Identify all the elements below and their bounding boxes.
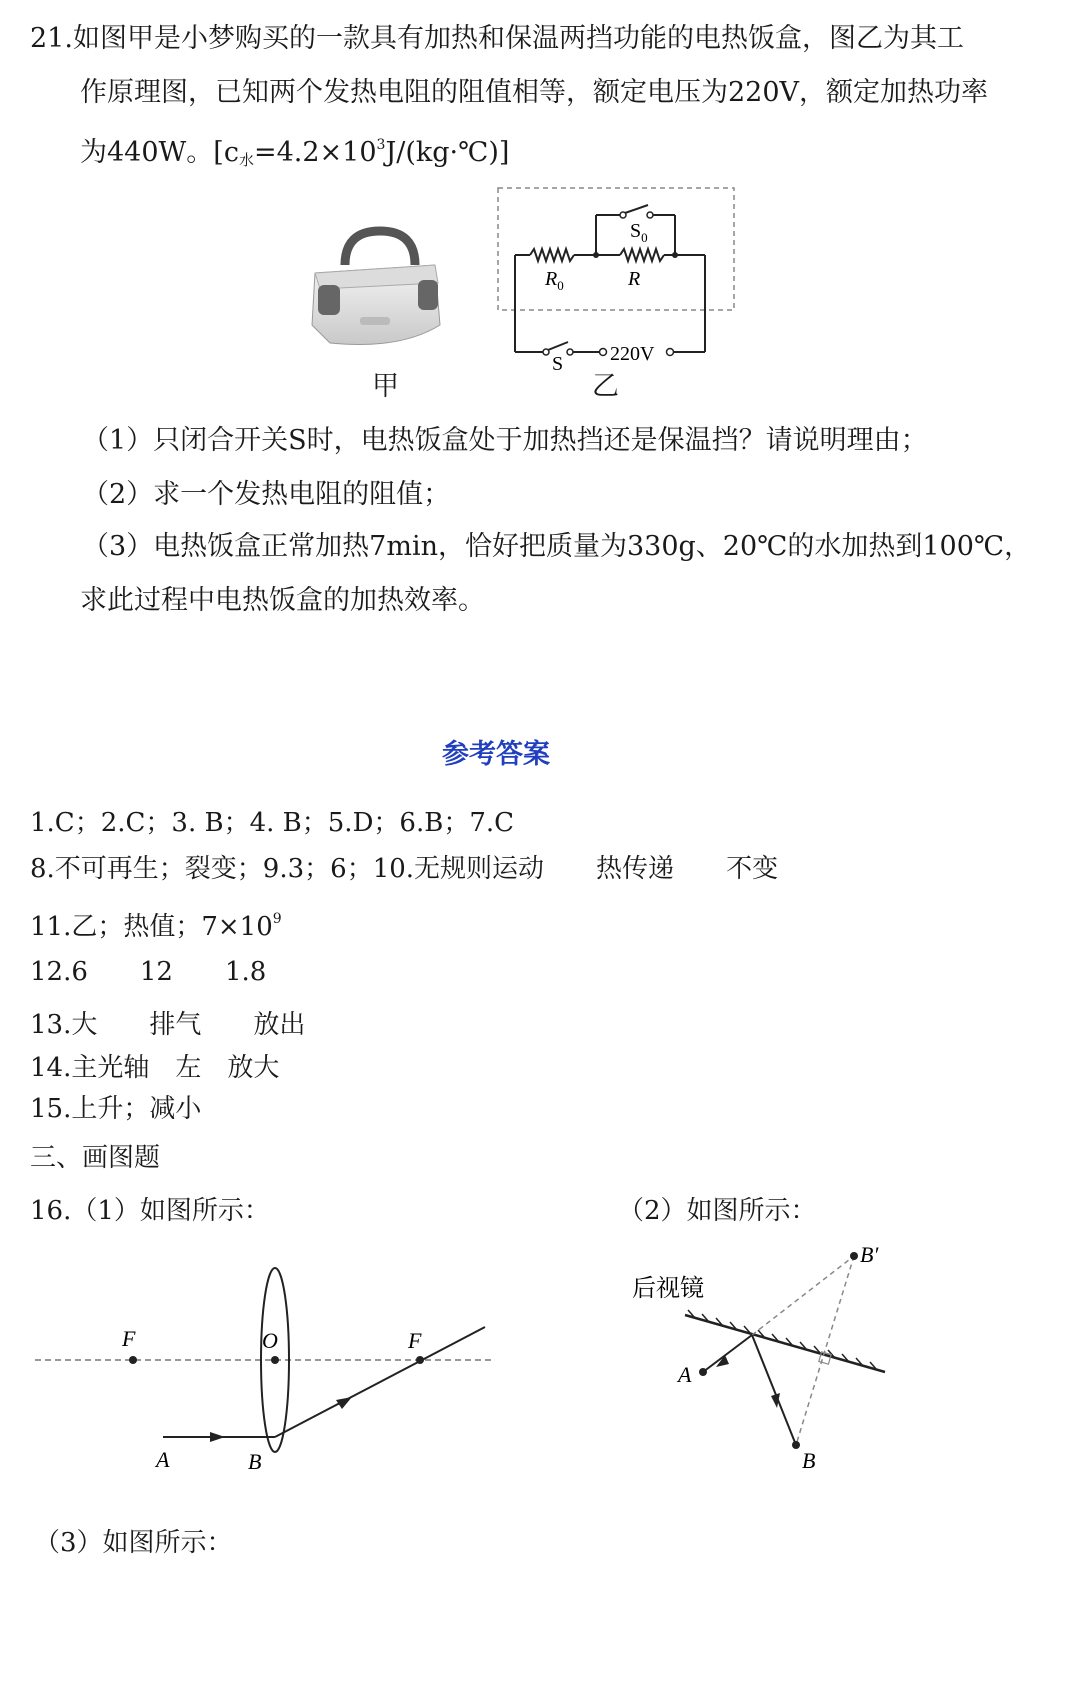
answer-13: 13.大 排气 放出 bbox=[30, 1010, 306, 1040]
fig-label-yi: 乙 bbox=[592, 371, 619, 402]
answer-15: 15.上升；减小 bbox=[30, 1094, 202, 1124]
image-point-b-prime bbox=[850, 1252, 858, 1260]
lens-diagram bbox=[30, 1262, 500, 1482]
label-b-prime: B′ bbox=[860, 1242, 879, 1267]
question-number: 21. bbox=[30, 23, 73, 54]
construction-lines bbox=[752, 1256, 854, 1445]
label-a: A bbox=[156, 1447, 170, 1472]
fig-label-jia: 甲 bbox=[372, 371, 399, 402]
part-3-line-1: （3）电热饭盒正常加热7min，恰好把质量为330g、20℃的水加热到100℃， bbox=[82, 531, 1032, 562]
switch-s bbox=[548, 342, 568, 350]
point-a bbox=[699, 1368, 707, 1376]
answers-title: 参考答案 bbox=[442, 739, 550, 770]
section-3-heading: 三、画图题 bbox=[30, 1143, 161, 1173]
answer-16-1: 16.（1）如图所示： bbox=[30, 1196, 270, 1226]
question-21-line-2: 作原理图，已知两个发热电阻的阻值相等，额定电压为220V，额定加热功率 bbox=[80, 77, 989, 108]
point-b bbox=[792, 1441, 800, 1449]
switch-s0 bbox=[625, 205, 648, 213]
refracted-ray bbox=[275, 1327, 485, 1437]
label-o: O bbox=[262, 1328, 278, 1353]
label-s0: $S_0$ bbox=[630, 220, 648, 245]
label-mirror: 后视镜 bbox=[632, 1274, 704, 1302]
mirror-diagram bbox=[620, 1240, 900, 1485]
answer-8-10: 8.不可再生；裂变；9.3；6；10.无规则运动 热传递 不变 bbox=[30, 854, 779, 884]
part-1: （1）只闭合开关S时，电热饭盒处于加热挡还是保温挡？请说明理由； bbox=[82, 425, 928, 456]
answer-1-7: 1.C；2.C；3. B；4. B；5.D；6.B；7.C bbox=[30, 808, 515, 838]
answer-11: 11.乙；热值；$7\times 10^9$ bbox=[30, 911, 282, 942]
reflected-ray-mirror bbox=[703, 1335, 752, 1372]
resistor-r bbox=[620, 249, 664, 261]
focus-left bbox=[129, 1356, 137, 1364]
lunch-box-photo bbox=[300, 225, 450, 355]
part-2: （2）求一个发热电阻的阻值； bbox=[82, 479, 451, 510]
circuit-diagram bbox=[490, 180, 750, 370]
label-s: S bbox=[552, 353, 564, 370]
label-r: R bbox=[628, 268, 641, 290]
incident-ray-mirror bbox=[752, 1335, 796, 1445]
answer-16-3: （3）如图所示： bbox=[34, 1528, 233, 1558]
label-a-mirror: A bbox=[678, 1362, 692, 1387]
answer-14: 14.主光轴 左 放大 bbox=[30, 1053, 280, 1083]
label-b: B bbox=[248, 1449, 262, 1474]
answer-16-2: （2）如图所示： bbox=[618, 1196, 817, 1226]
label-r0: $R_0$ bbox=[545, 268, 564, 293]
label-f-right: F bbox=[408, 1328, 422, 1353]
label-f-left: F bbox=[122, 1326, 136, 1351]
label-voltage: 220V bbox=[610, 343, 655, 365]
question-21-line-1: 21.如图甲是小梦购买的一款具有加热和保温两挡功能的电热饭盒，图乙为其工 bbox=[30, 23, 964, 54]
answer-12: 12.6 12 1.8 bbox=[30, 957, 267, 987]
optical-center bbox=[271, 1356, 279, 1364]
label-b-mirror: B bbox=[802, 1448, 816, 1473]
question-21-line-3: 为440W。$[c_水=4.2\times 10^3J/(kg\cdot℃)]$ bbox=[80, 137, 510, 169]
resistor-r0 bbox=[530, 249, 574, 261]
part-3-line-2: 求此过程中电热饭盒的加热效率。 bbox=[80, 585, 485, 616]
